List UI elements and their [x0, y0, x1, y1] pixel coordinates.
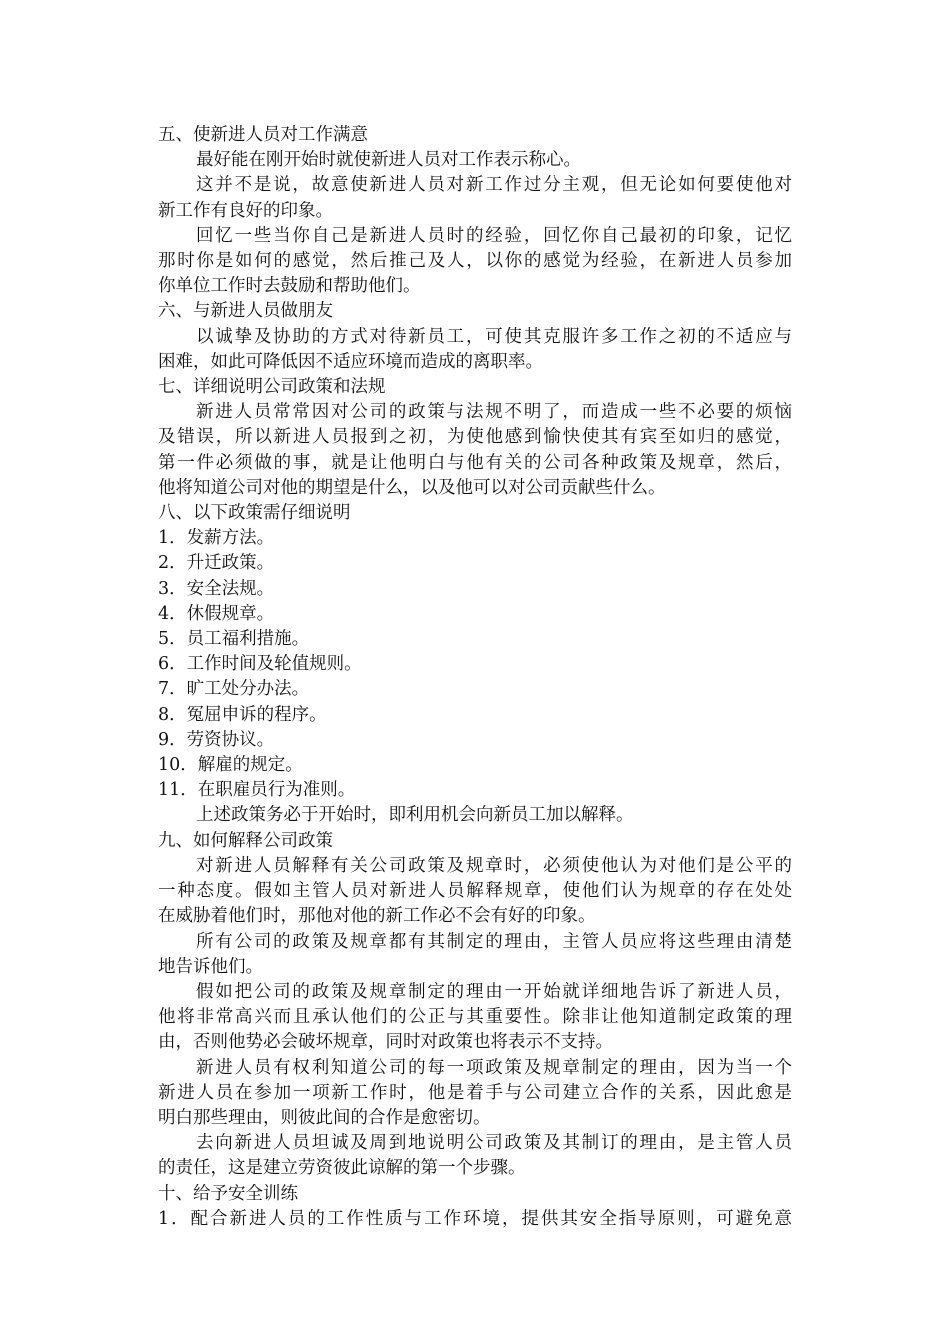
paragraph-line: 新工作有良好的印象。: [158, 200, 333, 221]
list-item: 6．工作时间及轮值规则。: [158, 654, 362, 675]
paragraph-line: 的责任，这是建立劳资彼此谅解的第一个步骤。: [158, 1158, 526, 1179]
section-8: [158, 501, 792, 829]
section-7: [158, 375, 792, 501]
section-heading: 八、以下政策需仔细说明: [158, 503, 351, 524]
document-page: [158, 123, 792, 1232]
paragraph-line: 困难，如此可降低因不适应环境而造成的离职率。: [158, 351, 543, 372]
paragraph-line: 对新进人员解释有关公司政策及规章时，必须使他认为对他们是公平的: [196, 855, 792, 876]
paragraph-line: 由，否则他势必会破坏规章，同时对政策也将表示不支持。: [158, 1032, 613, 1053]
section-heading: 六、与新进人员做朋友: [158, 301, 333, 322]
list-item: 2．升迁政策。: [158, 553, 275, 574]
list-item: 1．发薪方法。: [158, 528, 275, 549]
list-item: 1．配合新进人员的工作性质与工作环境，提供其安全指导原则，可避免意: [158, 1208, 792, 1229]
paragraph-line: 新进人员在参加一项新工作时，他是着手与公司建立合作的关系，因此愈是: [158, 1082, 792, 1103]
paragraph-line: 假如把公司的政策及规章制定的理由一开始就详细地告诉了新进人员，: [196, 981, 792, 1002]
paragraph-line: 明白那些理由，则彼此间的合作是愈密切。: [158, 1107, 491, 1128]
paragraph-line: 新进人员常常因对公司的政策与法规不明了，而造成一些不必要的烦恼: [196, 402, 792, 423]
paragraph-line: 最好能在刚开始时就使新进人员对工作表示称心。: [196, 150, 581, 171]
list-item: 5．员工福利措施。: [158, 629, 310, 650]
list-item: 9．劳资协议。: [158, 729, 275, 750]
paragraph-line: 以诚挚及协助的方式对待新员工，可使其克服许多工作之初的不适应与: [196, 326, 792, 347]
section-5: [158, 123, 792, 299]
section-heading: 五、使新进人员对工作满意: [158, 125, 368, 145]
paragraph-line: 他将非常高兴而且承认他们的公正与其重要性。除非让他知道制定政策的理: [158, 1007, 792, 1028]
paragraph-line: 那时你是如何的感觉，然后推己及人，以你的感觉为经验，在新进人员参加: [158, 251, 792, 272]
paragraph-line: 上述政策务必于开始时，即利用机会向新员工加以解释。: [196, 805, 634, 826]
section-10: [158, 1182, 792, 1232]
list-item: 8．冤屈申诉的程序。: [158, 704, 327, 725]
section-6: [158, 299, 792, 375]
paragraph-line: 所有公司的政策及规章都有其制定的理由，主管人员应将这些理由清楚: [196, 931, 792, 952]
section-9: [158, 829, 792, 1182]
paragraph-line: 及错误，所以新进人员报到之初，为使他感到愉快使其有宾至如归的感觉，: [158, 427, 792, 448]
section-heading: 十、给予安全训练: [158, 1183, 298, 1204]
paragraph-line: 地告诉他们。: [158, 956, 263, 977]
list-item: 4．休假规章。: [158, 603, 275, 624]
paragraph-line: 回忆一些当你自己是新进人员时的经验，回忆你自己最初的印象，记忆: [196, 225, 792, 246]
section-heading: 七、详细说明公司政策和法规: [158, 377, 386, 398]
list-item: 11．在职雇员行为准则。: [158, 780, 356, 801]
list-item: 7．旷工处分办法。: [158, 679, 310, 700]
paragraph-line: 一种态度。假如主管人员对新进人员解释规章，使他们认为规章的存在处处: [158, 881, 792, 902]
paragraph-line: 你单位工作时去鼓励和帮助他们。: [158, 276, 421, 297]
list-item: 3．安全法规。: [158, 578, 275, 599]
paragraph-line: 在威胁着他们时，那他对他的新工作必不会有好的印象。: [158, 906, 596, 927]
paragraph-line: 新进人员有权利知道公司的每一项政策及规章制定的理由，因为当一个: [196, 1057, 792, 1078]
paragraph-line: 他将知道公司对他的期望是什么，以及他可以对公司贡献些什么。: [158, 477, 666, 498]
section-heading: 九、如何解释公司政策: [158, 830, 333, 851]
list-item: 10．解雇的规定。: [158, 755, 303, 776]
paragraph-line: 去向新进人员坦诚及周到地说明公司政策及其制订的理由，是主管人员: [196, 1133, 792, 1154]
paragraph-line: 第一件必须做的事，就是让他明白与他有关的公司各种政策及规章，然后，: [158, 452, 792, 473]
paragraph-line: 这并不是说，故意使新进人员对新工作过分主观，但无论如何要使他对: [196, 175, 792, 196]
